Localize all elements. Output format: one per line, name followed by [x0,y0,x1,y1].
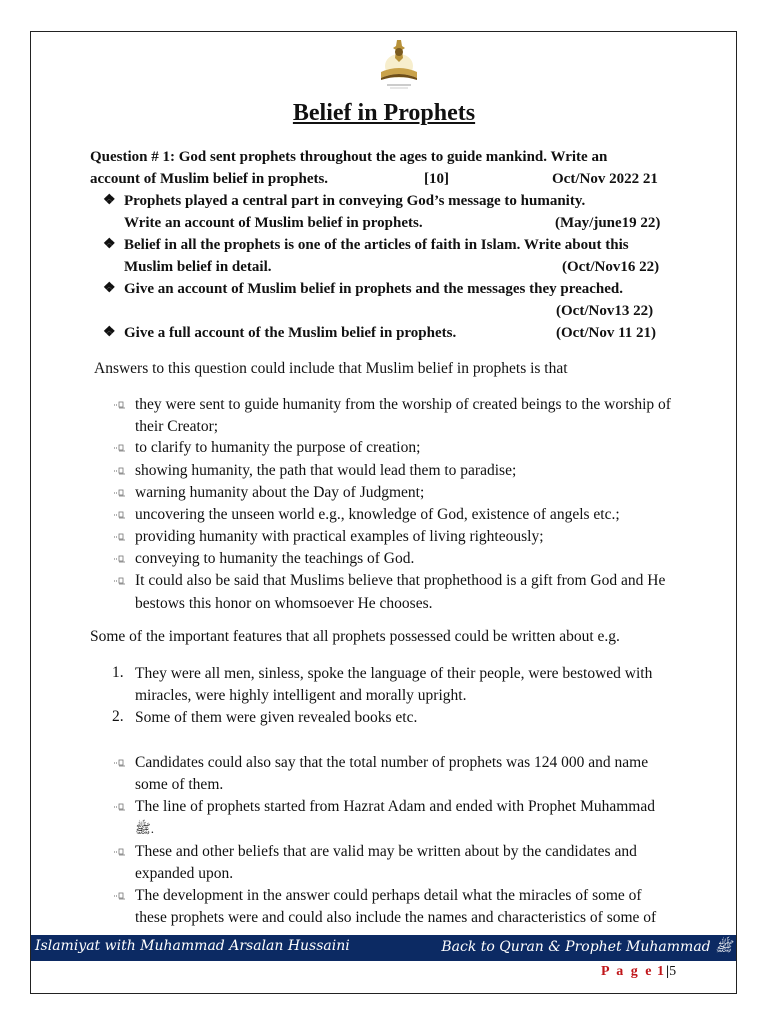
related-q1-line-2: Write an account of Muslim belief in prophets. [124,215,423,231]
related-q2-line-2: Muslim belief in detail. [124,259,272,275]
related-q1-reference: (May/june19 22) [555,215,661,231]
answer-item: providing humanity with practical examples of living righteously; [135,528,544,545]
list-number: 2. [112,708,124,725]
book-bullet-icon [114,577,126,585]
numbered-item-continued: miracles, were highly intelligent and morally upright. [135,687,467,704]
question-line-1: Question # 1: God sent prophets throughout the ages to guide mankind. Write an [90,149,608,165]
book-bullet-icon [114,555,126,563]
page-title: Belief in Prophets [292,100,476,126]
answer-item: to clarify to humanity the purpose of creation; [135,439,421,456]
footer-right-text: Back to Quran & Prophet Muhammad ﷺ [441,939,732,955]
related-q1-line-1: Prophets played a central part in conveying God’s message to humanity. [124,193,586,209]
book-bullet-icon [114,533,126,541]
answer-item: conveying to humanity the teachings of God. [135,550,415,567]
related-q3-reference: (Oct/Nov13 22) [556,303,654,319]
page-total: 5 [669,964,677,979]
numbered-item: They were all men, sinless, spoke the language of their people, were bestowed with [135,665,653,682]
related-q3-line-1: Give an account of Muslim belief in prophets and the messages they preached. [124,281,624,297]
book-bullet-icon [114,401,126,409]
related-q2-line-1: Belief in all the prophets is one of the articles of faith in Islam. Write about this [124,237,629,253]
page-current: 1 [657,964,666,979]
answer-item: uncovering the unseen world e.g., knowledge of God, existence of angels etc.; [135,506,620,523]
answer-item: they were sent to guide humanity from the worship of created beings to the worship of [135,396,671,413]
footer-band [31,935,736,961]
diamond-bullet-icon: ❖ [103,325,116,340]
book-bullet-icon [114,803,126,811]
answer-item-continued: some of them. [135,776,224,793]
answer-item-continued: their Creator; [135,418,219,435]
book-bullet-icon [114,848,126,856]
features-intro: Some of the important features that all prophets possessed could be written about e.g. [90,628,620,645]
question-marks: [10] [424,171,449,187]
question-reference: Oct/Nov 2022 21 [552,171,658,187]
numbered-item: Some of them were given revealed books etc. [135,709,418,726]
answer-item-continued: bestows this honor on whomsoever He chooses. [135,595,433,612]
book-bullet-icon [114,489,126,497]
list-number: 1. [112,664,124,681]
answer-item: The line of prophets started from Hazrat Adam and ended with Prophet Muhammad [135,798,655,815]
diamond-bullet-icon: ❖ [103,237,116,252]
answer-item-continued: ﷺ. [135,821,154,836]
book-bullet-icon [114,511,126,519]
book-bullet-icon [114,444,126,452]
question-line-2: account of Muslim belief in prophets. [90,171,329,187]
book-bullet-icon [114,759,126,767]
page-separator: | [666,964,670,979]
related-q2-reference: (Oct/Nov16 22) [562,259,660,275]
page-number [601,964,676,980]
page-label: P a g e [601,964,654,979]
answer-item-continued: expanded upon. [135,865,234,882]
footer-left-text: Islamiyat with Muhammad Arsalan Hussaini [35,938,350,954]
book-bullet-icon [114,467,126,475]
answer-item: These and other beliefs that are valid may be written about by the candidates and [135,843,637,860]
related-q4-reference: (Oct/Nov 11 21) [556,325,656,341]
answer-item: warning humanity about the Day of Judgment; [135,484,425,501]
book-bullet-icon [114,892,126,900]
related-q4-line-1: Give a full account of the Muslim belief in prophets. [124,325,457,341]
answer-item: Candidates could also say that the total number of prophets was 124 000 and name [135,754,649,771]
answer-item-continued: these prophets were and could also include the names and characteristics of some of [135,909,657,926]
answer-item: showing humanity, the path that would lead them to paradise; [135,462,517,479]
answer-item: The development in the answer could perhaps detail what the miracles of some of [135,887,642,904]
diamond-bullet-icon: ❖ [103,281,116,296]
answers-intro: Answers to this question could include that Muslim belief in prophets is that [94,360,568,377]
diamond-bullet-icon: ❖ [103,193,116,208]
answer-item: It could also be said that Muslims believe that prophethood is a gift from God and He [135,572,666,589]
book-logo-icon [375,36,423,92]
